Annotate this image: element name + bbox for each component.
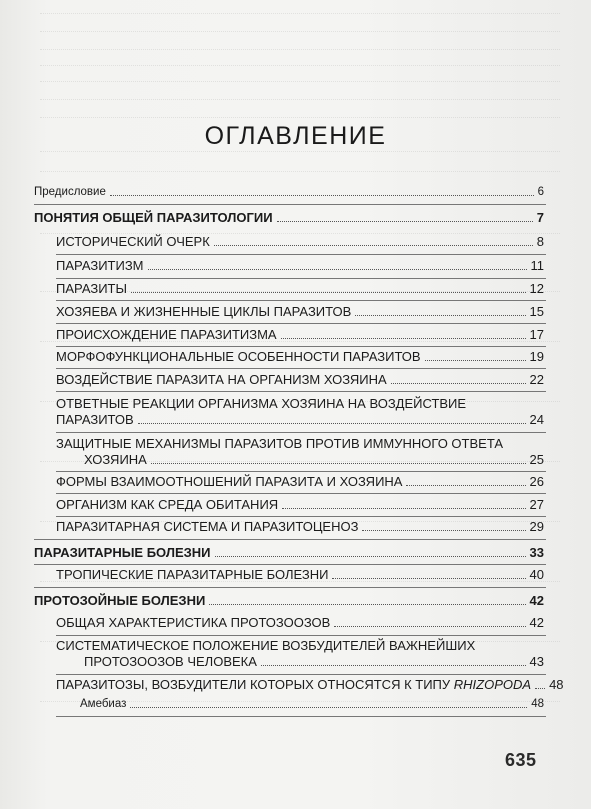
divider xyxy=(56,432,546,433)
toc-entry-text: ХОЗЯЕВА И ЖИЗНЕННЫЕ ЦИКЛЫ ПАРАЗИТОВ xyxy=(56,304,352,319)
page-title: ОГЛАВЛЕНИЕ xyxy=(204,122,387,150)
toc-entry-text: ЗАЩИТНЫЕ МЕХАНИЗМЫ ПАРАЗИТОВ ПРОТИВ ИММУННОГО ОТВЕТА xyxy=(56,436,504,451)
divider xyxy=(34,539,546,540)
toc-entry-page: 19 xyxy=(529,349,544,364)
toc-entry-page: 24 xyxy=(529,412,544,427)
toc-entry-page: 29 xyxy=(529,519,544,534)
leader-dots xyxy=(355,315,525,316)
leader-dots xyxy=(130,707,527,708)
leader-dots xyxy=(215,556,526,557)
divider xyxy=(56,368,546,369)
divider xyxy=(56,300,546,301)
toc-entry-page: 6 xyxy=(537,186,544,198)
leader-dots xyxy=(406,485,525,486)
leader-dots xyxy=(151,463,526,464)
divider xyxy=(56,391,546,392)
toc-entry-text: ПРОИСХОЖДЕНИЕ ПАРАЗИТИЗМА xyxy=(56,327,277,342)
divider xyxy=(56,471,546,472)
toc-entry-text: ПОНЯТИЯ ОБЩЕЙ ПАРАЗИТОЛОГИИ xyxy=(34,210,273,225)
toc-entry-page: 12 xyxy=(529,281,544,296)
toc-entry-text: ОТВЕТНЫЕ РЕАКЦИИ ОРГАНИЗМА ХОЗЯИНА НА ВОЗДЕЙСТВИЕ xyxy=(56,396,467,411)
toc-entry-text-continued: ХОЗЯИНА xyxy=(84,452,147,467)
toc-entry-text: Амебиаз xyxy=(80,698,127,710)
toc-entry-page: 42 xyxy=(529,593,544,608)
divider xyxy=(34,564,546,565)
taxon-name: RHIZOPODA xyxy=(453,677,532,692)
toc-entry-text: МОРФОФУНКЦИОНАЛЬНЫЕ ОСОБЕННОСТИ ПАРАЗИТОВ xyxy=(56,349,421,364)
divider xyxy=(56,254,546,255)
divider xyxy=(56,346,546,347)
toc-entry-page: 42 xyxy=(529,615,544,630)
toc-entry-text: ВОЗДЕЙСТВИЕ ПАРАЗИТА НА ОРГАНИЗМ ХОЗЯИНА xyxy=(56,372,387,387)
toc-entry-page: 40 xyxy=(529,567,544,582)
leader-dots xyxy=(209,604,525,605)
toc-entry-text: ПАРАЗИТАРНАЯ СИСТЕМА И ПАРАЗИТОЦЕНОЗ xyxy=(56,519,359,534)
leader-dots xyxy=(425,360,526,361)
divider xyxy=(56,278,546,279)
toc-entry-text: ПАРАЗИТОЗЫ, ВОЗБУДИТЕЛИ КОТОРЫХ ОТНОСЯТСЯ К ТИПУ RHIZOPODA xyxy=(56,677,532,692)
leader-dots xyxy=(282,508,525,509)
toc-entry-text: ПАРАЗИТЫ xyxy=(56,281,127,296)
toc-entry-page: 17 xyxy=(529,327,544,342)
divider xyxy=(56,716,546,717)
toc-entry-text: ПАРАЗИТАРНЫЕ БОЛЕЗНИ xyxy=(34,545,211,560)
toc-entry-page: 11 xyxy=(530,258,544,273)
toc-entry-text: ПАРАЗИТИЗМ xyxy=(56,258,144,273)
toc-entry-text: ОБЩАЯ ХАРАКТЕРИСТИКА ПРОТОЗООЗОВ xyxy=(56,615,331,630)
divider xyxy=(56,323,546,324)
leader-dots xyxy=(261,665,526,666)
toc-entry-text-continued: ПРОТОЗООЗОВ ЧЕЛОВЕКА xyxy=(84,654,257,669)
leader-dots xyxy=(110,195,534,196)
toc-entry-page: 8 xyxy=(536,234,544,249)
toc-entry-text: ПРОТОЗОЙНЫЕ БОЛЕЗНИ xyxy=(34,593,206,608)
divider xyxy=(56,516,546,517)
leader-dots xyxy=(362,530,525,531)
toc-entry-page: 27 xyxy=(529,497,544,512)
leader-dots xyxy=(334,626,525,627)
divider xyxy=(56,674,546,675)
leader-dots xyxy=(535,688,545,689)
toc-entry-text: ИСТОРИЧЕСКИЙ ОЧЕРК xyxy=(56,234,210,249)
toc-entry-text: СИСТЕМАТИЧЕСКОЕ ПОЛОЖЕНИЕ ВОЗБУДИТЕЛЕЙ ВАЖНЕЙШИХ xyxy=(56,638,476,653)
toc-entry-text: Предисловие xyxy=(34,186,106,198)
toc-entry-page: 25 xyxy=(529,452,544,467)
toc-entry-page: 48 xyxy=(549,677,564,692)
page-number: 635 xyxy=(505,750,537,770)
divider xyxy=(34,204,546,205)
toc-entry-page: 15 xyxy=(529,304,544,319)
leader-dots xyxy=(138,423,526,424)
leader-dots xyxy=(332,578,525,579)
leader-dots xyxy=(277,221,533,222)
toc-entry-text: ФОРМЫ ВЗАИМООТНОШЕНИЙ ПАРАЗИТА И ХОЗЯИНА xyxy=(56,474,403,489)
leader-dots xyxy=(131,292,526,293)
leader-dots xyxy=(391,383,526,384)
toc-entry-page: 33 xyxy=(529,545,544,560)
leader-dots xyxy=(148,269,527,270)
divider xyxy=(56,635,546,636)
leader-dots xyxy=(281,338,526,339)
toc-entry-page: 26 xyxy=(529,474,544,489)
toc-entry-page: 22 xyxy=(529,372,544,387)
divider xyxy=(56,493,546,494)
toc-entry-text: ОРГАНИЗМ КАК СРЕДА ОБИТАНИЯ xyxy=(56,497,279,512)
divider xyxy=(34,587,546,588)
toc-entry-page: 48 xyxy=(531,698,544,710)
toc-entry-page: 43 xyxy=(529,654,544,669)
toc-entry-text-continued: ПАРАЗИТОВ xyxy=(56,412,134,427)
toc-entry-page: 7 xyxy=(536,210,544,225)
toc-entry-text: ТРОПИЧЕСКИЕ ПАРАЗИТАРНЫЕ БОЛЕЗНИ xyxy=(56,567,329,582)
leader-dots xyxy=(214,245,533,246)
